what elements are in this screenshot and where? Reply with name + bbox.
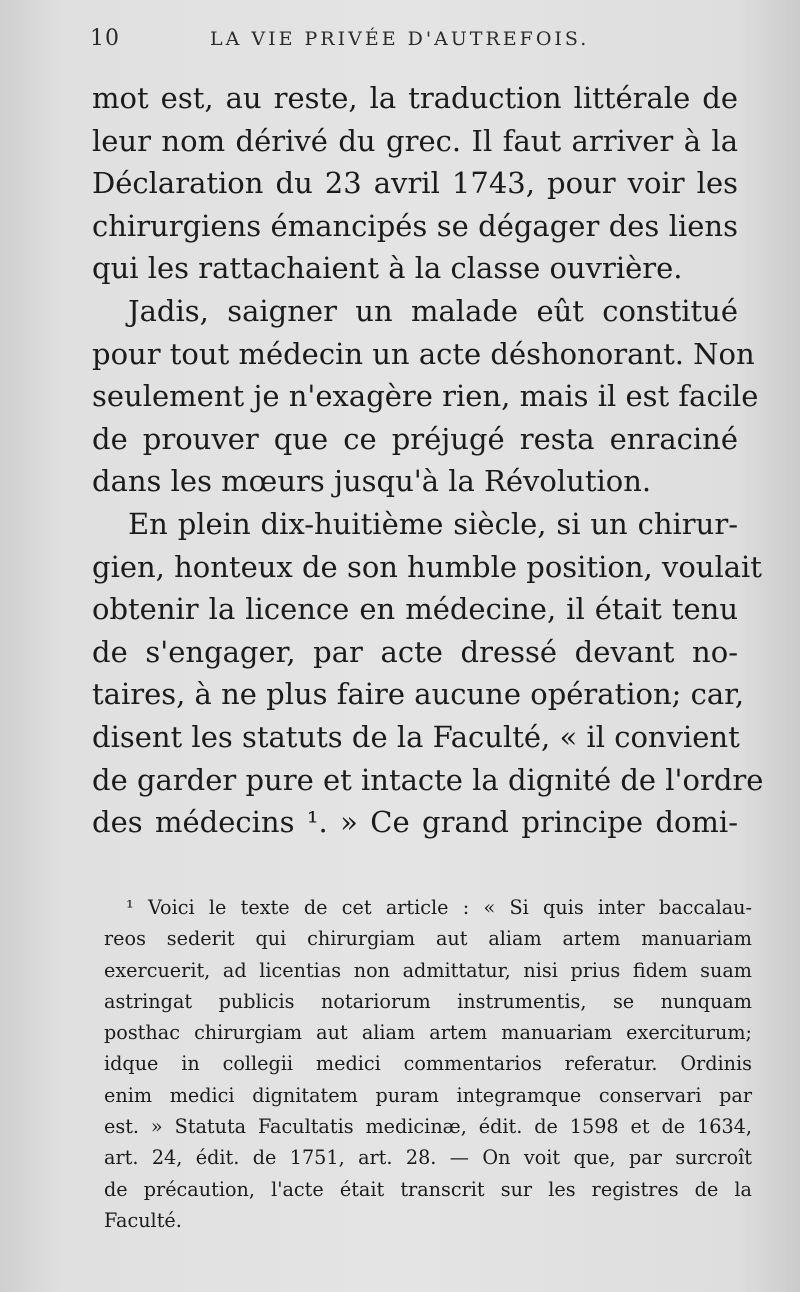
footnote-line: enim medici dignitatem puram integramque conservari par <box>104 1083 752 1107</box>
footnote-line: exercuerit, ad licentias non admittatur, nisi prius fidem suam <box>104 958 752 982</box>
text-line: Jadis, saigner un malade eût constitué <box>128 293 738 328</box>
text-line: seulement je n'exagère rien, mais il est facile <box>92 379 759 414</box>
footnote-line: est. » Statuta Facultatis medicinæ, édit. de 1598 et de 1634, <box>104 1115 752 1139</box>
text-line: chirurgiens émancipés se dégager des liens <box>92 208 738 243</box>
text-line: de garder pure et intacte la dignité de l'ordre <box>92 762 764 797</box>
footnote-line: reos sederit qui chirurgiam aut aliam artem manuariam <box>104 927 752 951</box>
text-line: qui les rattachaient à la classe ouvrière. <box>92 251 683 286</box>
footnote-line: art. 24, édit. de 1751, art. 28. — On voit que, par surcroît <box>104 1146 752 1170</box>
footnote-line: posthac chirurgiam aut aliam artem manuariam exerciturum; <box>104 1021 752 1045</box>
text-line: Déclaration du 23 avril 1743, pour voir les <box>92 166 738 201</box>
text-line: pour tout médecin un acte déshonorant. Non <box>92 336 755 371</box>
footnote-line: idque in collegii medici commentarios referatur. Ordinis <box>104 1052 752 1076</box>
footnote-line: ¹ Voici le texte de cet article : « Si quis inter baccalau- <box>126 896 752 919</box>
text-line: obtenir la licence en médecine, il était tenu <box>92 592 738 627</box>
text-line: En plein dix-huitième siècle, si un chirur- <box>128 506 738 541</box>
text-line: taires, à ne plus faire aucune opération; car, <box>92 677 745 712</box>
text-line: des médecins ¹. » Ce grand principe domi- <box>92 805 738 840</box>
footnote-line: de précaution, l'acte était transcrit sur les registres de la <box>104 1177 752 1201</box>
text-line: de s'engager, par acte dressé devant no- <box>92 634 738 669</box>
text-line: de prouver que ce préjugé resta enraciné <box>92 421 738 456</box>
text-line: disent les statuts de la Faculté, « il convient <box>92 719 740 754</box>
footnote-line: astringat publicis notariorum instrumentis, se nunquam <box>104 989 752 1013</box>
footnote <box>104 892 752 1236</box>
footnote-line: Faculté. <box>104 1208 182 1232</box>
body-text <box>92 77 764 844</box>
text-line: mot est, au reste, la traduction littérale de <box>92 81 738 115</box>
running-title: LA VIE PRIVÉE D'AUTREFOIS. <box>210 28 590 50</box>
text-line: gien, honteux de son humble position, voulait <box>92 549 762 584</box>
text-line: dans les mœurs jusqu'à la Révolution. <box>92 464 652 499</box>
text-line: leur nom dérivé du grec. Il faut arriver à la <box>92 123 738 158</box>
page-number: 10 <box>90 26 120 51</box>
